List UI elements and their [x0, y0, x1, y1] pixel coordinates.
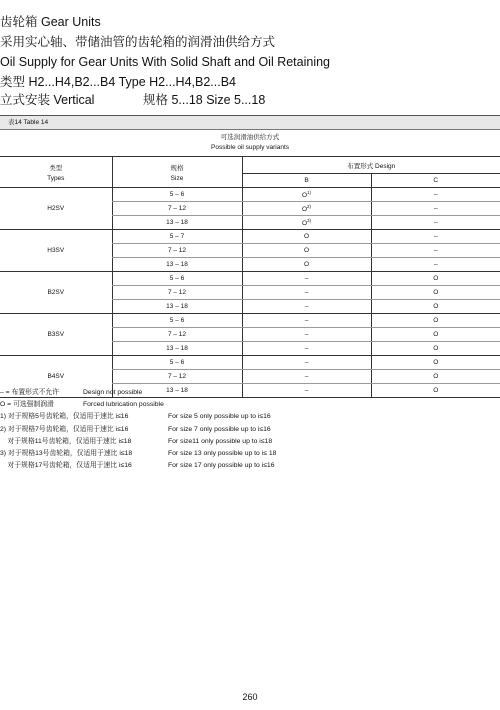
cell-design-b-value: –	[304, 303, 309, 310]
header-mounting-label: 立式安装 Vertical	[0, 93, 95, 107]
footnote-en: For size 13 only possible up to i≤ 18	[168, 449, 277, 457]
cell-design-b	[242, 216, 371, 230]
footnote-3	[0, 448, 277, 460]
header-subtitle-en: Oil Supply for Gear Units With Solid Shaft and Oil Retaining	[0, 55, 331, 69]
cell-size: 13 – 18	[112, 342, 242, 356]
variants-table	[0, 130, 500, 398]
footnote-marker: 1)	[307, 190, 312, 195]
header-title: 齿轮箱 Gear Units	[0, 15, 101, 29]
cell-design-c: –	[371, 230, 500, 244]
cell-design-b	[242, 244, 371, 258]
cell-design-b-value: –	[304, 331, 309, 338]
cell-design-c: O	[371, 286, 500, 300]
cell-size: 13 – 18	[112, 384, 242, 398]
footnote-marker: 2)	[307, 204, 312, 209]
footnote-en: For size 7 only possible up to i≤16	[168, 425, 271, 433]
cell-design-c: O	[371, 384, 500, 398]
footnote-3b	[0, 460, 275, 472]
cell-design-b-value: –	[304, 359, 309, 366]
cell-design-b-value: –	[304, 275, 309, 282]
footnote-cn: 对于规格17号齿轮箱，仅适用于速比 i≤16	[0, 462, 132, 470]
footnote-2	[0, 424, 271, 436]
cell-type: H3SV	[0, 230, 112, 272]
cell-design-c: O	[371, 328, 500, 342]
table-caption: 表14 Table 14	[0, 115, 500, 130]
col-header-c: C	[371, 174, 500, 188]
cell-type: B2SV	[0, 272, 112, 314]
oil-supply-table	[0, 115, 500, 398]
cell-design-b-value: –	[304, 387, 309, 394]
cell-design-b	[242, 300, 371, 314]
footnote-en: For size11 only possible up to i≤18	[168, 437, 273, 445]
cell-design-b-value: –	[304, 317, 309, 324]
legend-cn: – = 布置形式不允许	[0, 389, 60, 396]
cell-design-b-value: –	[304, 373, 309, 380]
cell-design-b	[242, 342, 371, 356]
cell-design-b	[242, 230, 371, 244]
cell-type: H2SV	[0, 188, 112, 230]
footnote-cn: 2) 对于规格7号齿轮箱，仅适用于速比 i≤16	[0, 425, 129, 433]
cell-design-b	[242, 370, 371, 384]
cell-size: 7 – 12	[112, 286, 242, 300]
table-row	[0, 314, 500, 328]
cell-design-c: –	[371, 188, 500, 202]
header-type: 类型 H2...H4,B2...B4 Type H2...H4,B2...B4	[0, 75, 236, 89]
cell-design-b	[242, 188, 371, 202]
table-row	[0, 188, 500, 202]
col-header-type-en: Types	[47, 174, 65, 182]
cell-size: 13 – 18	[112, 216, 242, 230]
cell-size: 5 – 7	[112, 230, 242, 244]
header-mounting	[0, 92, 266, 108]
cell-design-b-value: –	[304, 345, 309, 352]
table-title-cn: 可选润滑油供给方式	[220, 134, 280, 141]
footnote-2b	[0, 436, 273, 448]
cell-size: 5 – 6	[112, 272, 242, 286]
cell-design-b	[242, 356, 371, 370]
cell-design-c: O	[371, 356, 500, 370]
cell-size: 7 – 12	[112, 370, 242, 384]
cell-design-c: O	[371, 342, 500, 356]
cell-design-b	[242, 286, 371, 300]
cell-design-c: O	[371, 370, 500, 384]
table-row	[0, 356, 500, 370]
legend-en: Forced lubrication possible	[83, 401, 164, 409]
cell-design-c: –	[371, 216, 500, 230]
col-header-size-cn: 规格	[170, 164, 184, 172]
table-body	[0, 188, 500, 398]
col-header-type	[0, 157, 112, 188]
legend-cn: O = 可选强制润滑	[0, 401, 54, 409]
legend-not-possible	[0, 387, 143, 399]
col-header-b: B	[242, 174, 371, 188]
cell-size: 7 – 12	[112, 328, 242, 342]
header-size-range: 规格 5...18 Size 5...18	[143, 93, 266, 107]
cell-design-b	[242, 258, 371, 272]
footnote-en: For size 5 only possible up to i≤16	[168, 413, 271, 421]
cell-design-b	[242, 328, 371, 342]
cell-design-b-value: O	[303, 247, 310, 254]
cell-size: 5 – 6	[112, 356, 242, 370]
cell-design-b-value: O	[301, 206, 308, 213]
cell-design-c: –	[371, 202, 500, 216]
cell-type: B4SV	[0, 356, 112, 398]
table-title	[0, 130, 500, 157]
cell-design-b	[242, 384, 371, 398]
cell-design-b-value: O	[303, 261, 310, 268]
footnote-cn: 3) 对于规格13号齿轮箱，仅适用于速比 i≤18	[0, 449, 133, 457]
header-subtitle-cn: 采用实心轴、带储油管的齿轮箱的润滑油供给方式	[0, 35, 276, 49]
footnote-cn: 对于规格11号齿轮箱，仅适用于速比 i≤18	[0, 437, 132, 445]
cell-design-c: –	[371, 244, 500, 258]
cell-design-c: –	[371, 258, 500, 272]
cell-size: 5 – 6	[112, 188, 242, 202]
footnote-en: For size 17 only possible up to i≤16	[168, 462, 275, 470]
cell-design-c: O	[371, 272, 500, 286]
cell-design-b-value: O	[301, 192, 308, 199]
cell-size: 13 – 18	[112, 300, 242, 314]
legend-en: Design not possible	[83, 389, 143, 396]
cell-design-b-value: O	[301, 220, 308, 227]
cell-design-b	[242, 272, 371, 286]
cell-design-b-value: O	[303, 233, 310, 240]
cell-size: 7 – 12	[112, 202, 242, 216]
cell-design-b	[242, 314, 371, 328]
table-title-en: Possible oil supply variants	[211, 144, 290, 151]
page-number: 260	[242, 692, 258, 702]
cell-design-c: O	[371, 314, 500, 328]
cell-type: B3SV	[0, 314, 112, 356]
col-header-type-cn: 类型	[49, 164, 63, 172]
table-row	[0, 230, 500, 244]
cell-design-b-value: –	[304, 289, 309, 296]
table-row	[0, 272, 500, 286]
col-header-design: 布置形式 Design	[242, 157, 500, 174]
col-header-size-en: Size	[170, 174, 184, 182]
cell-size: 7 – 12	[112, 244, 242, 258]
footnote-1	[0, 411, 271, 423]
cell-size: 13 – 18	[112, 258, 242, 272]
footnote-marker: 3)	[307, 218, 312, 223]
legend-possible	[0, 399, 164, 411]
cell-size: 5 – 6	[112, 314, 242, 328]
footnote-cn: 1) 对于规格5号齿轮箱，仅适用于速比 i≤16	[0, 413, 129, 421]
cell-design-b	[242, 202, 371, 216]
cell-design-c: O	[371, 300, 500, 314]
col-header-size	[112, 157, 242, 188]
